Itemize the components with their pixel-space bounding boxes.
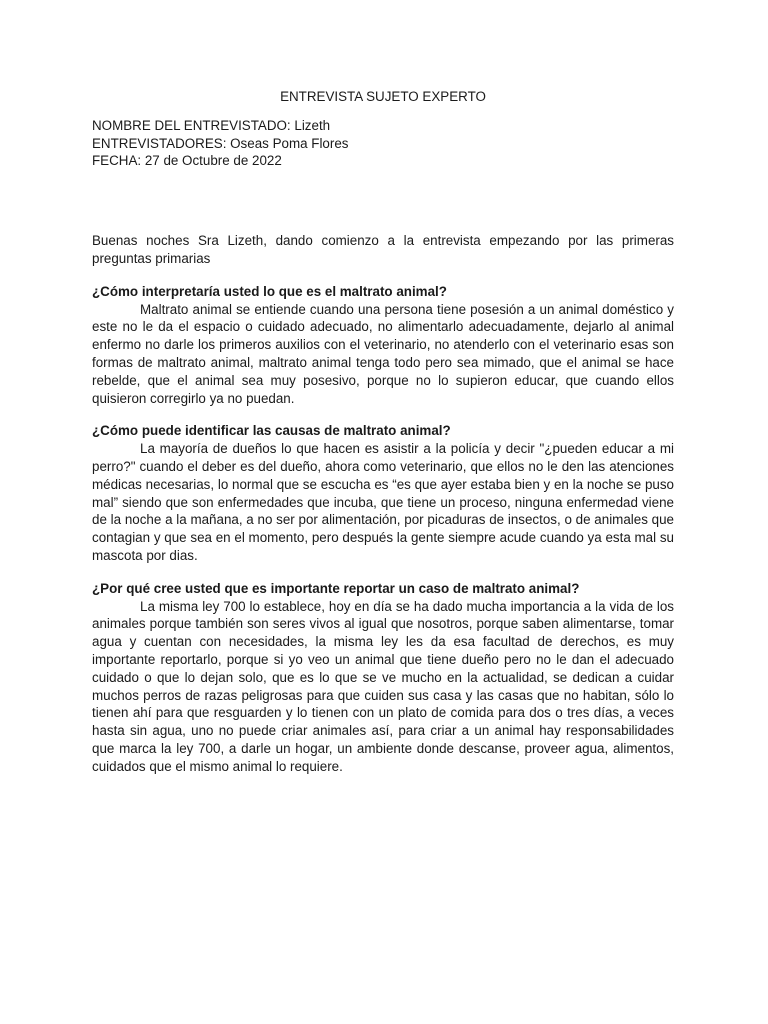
answer-2: La mayoría de dueños lo que hacen es asistir a la policía y decir "¿pueden educar a mi perro?" cuando el deber es del dueño, ahora como veterinario, que ellos no le den las atenciones médicas necesarias, lo normal que se escucha es “es que ayer estaba bien y en la noche se puso mal” siendo que son enfermedades que incuba, que tiene un proceso, ninguna enfermedad viene de la noche a la mañana, a no ser por alimentación, por picaduras de insectos, o de animales que contagian y que sea en el momento, pero después la gente siempre acude cuando ya esta mal su mascota por dias. [92, 441, 674, 563]
answer-3: La misma ley 700 lo establece, hoy en día se ha dado mucha importancia a la vida de los animales porque también son seres vivos al igual que nosotros, porque saben alimentarse, tomar agua y cuentan con necesidades, la misma ley les da esa facultad de derechos, es muy importante reportarlo, porque si yo veo un animal que tiene dueño pero no le dan el adecuado cuidado o que lo dejan solo, que es lo que se ve mucho en la actualidad, se dedican a cuidar muchos perros de razas peligrosas para que cuiden sus casa y las casas que no habitan, sólo lo tienen ahí para que resguarden y lo tienen con un plato de comida para dos o tres días, a veces hasta sin agua, uno no puede criar animales así, para criar a un animal hay responsabilidades que marca la ley 700, a darle un hogar, un ambiente donde descanse, proveer agua, alimentos, cuidados que el mismo animal lo requiere. [92, 598, 674, 774]
answer-1: Maltrato animal se entiende cuando una persona tiene posesión a un animal doméstico y este no le da el espacio o cuidado adecuado, no alimentarlo adecuadamente, dejarlo al animal enfermo no darle los primeros auxilios con el veterinario, no atenderlo con el veterinario esas son formas de maltrato animal, maltrato animal tenga todo pero sea mimado, que el animal se hace rebelde, que el animal sea muy posesivo, porque no lo supieron educar, que cuando ellos quisieron corregirlo ya no puedan. [92, 301, 674, 406]
qa-section-3 [92, 580, 674, 776]
interview-metadata [92, 117, 674, 170]
interview-date: FECHA: 27 de Octubre de 2022 [92, 153, 282, 169]
intro-paragraph: Buenas noches Sra Lizeth, dando comienzo a la entrevista empezando por las primeras preguntas primarias [92, 233, 674, 266]
document-body [92, 88, 674, 791]
qa-section-1 [92, 283, 674, 408]
question-3: ¿Por qué cree usted que es importante reportar un caso de maltrato animal? [92, 580, 580, 596]
qa-section-2 [92, 422, 674, 564]
document-title: ENTREVISTA SUJETO EXPERTO [280, 89, 486, 104]
interviewers: ENTREVISTADORES: Oseas Poma Flores [92, 135, 349, 151]
interviewee-name: NOMBRE DEL ENTREVISTADO: Lizeth [92, 117, 331, 133]
question-1: ¿Cómo interpretaría usted lo que es el maltrato animal? [92, 283, 447, 299]
question-2: ¿Cómo puede identificar las causas de maltrato animal? [92, 423, 451, 439]
